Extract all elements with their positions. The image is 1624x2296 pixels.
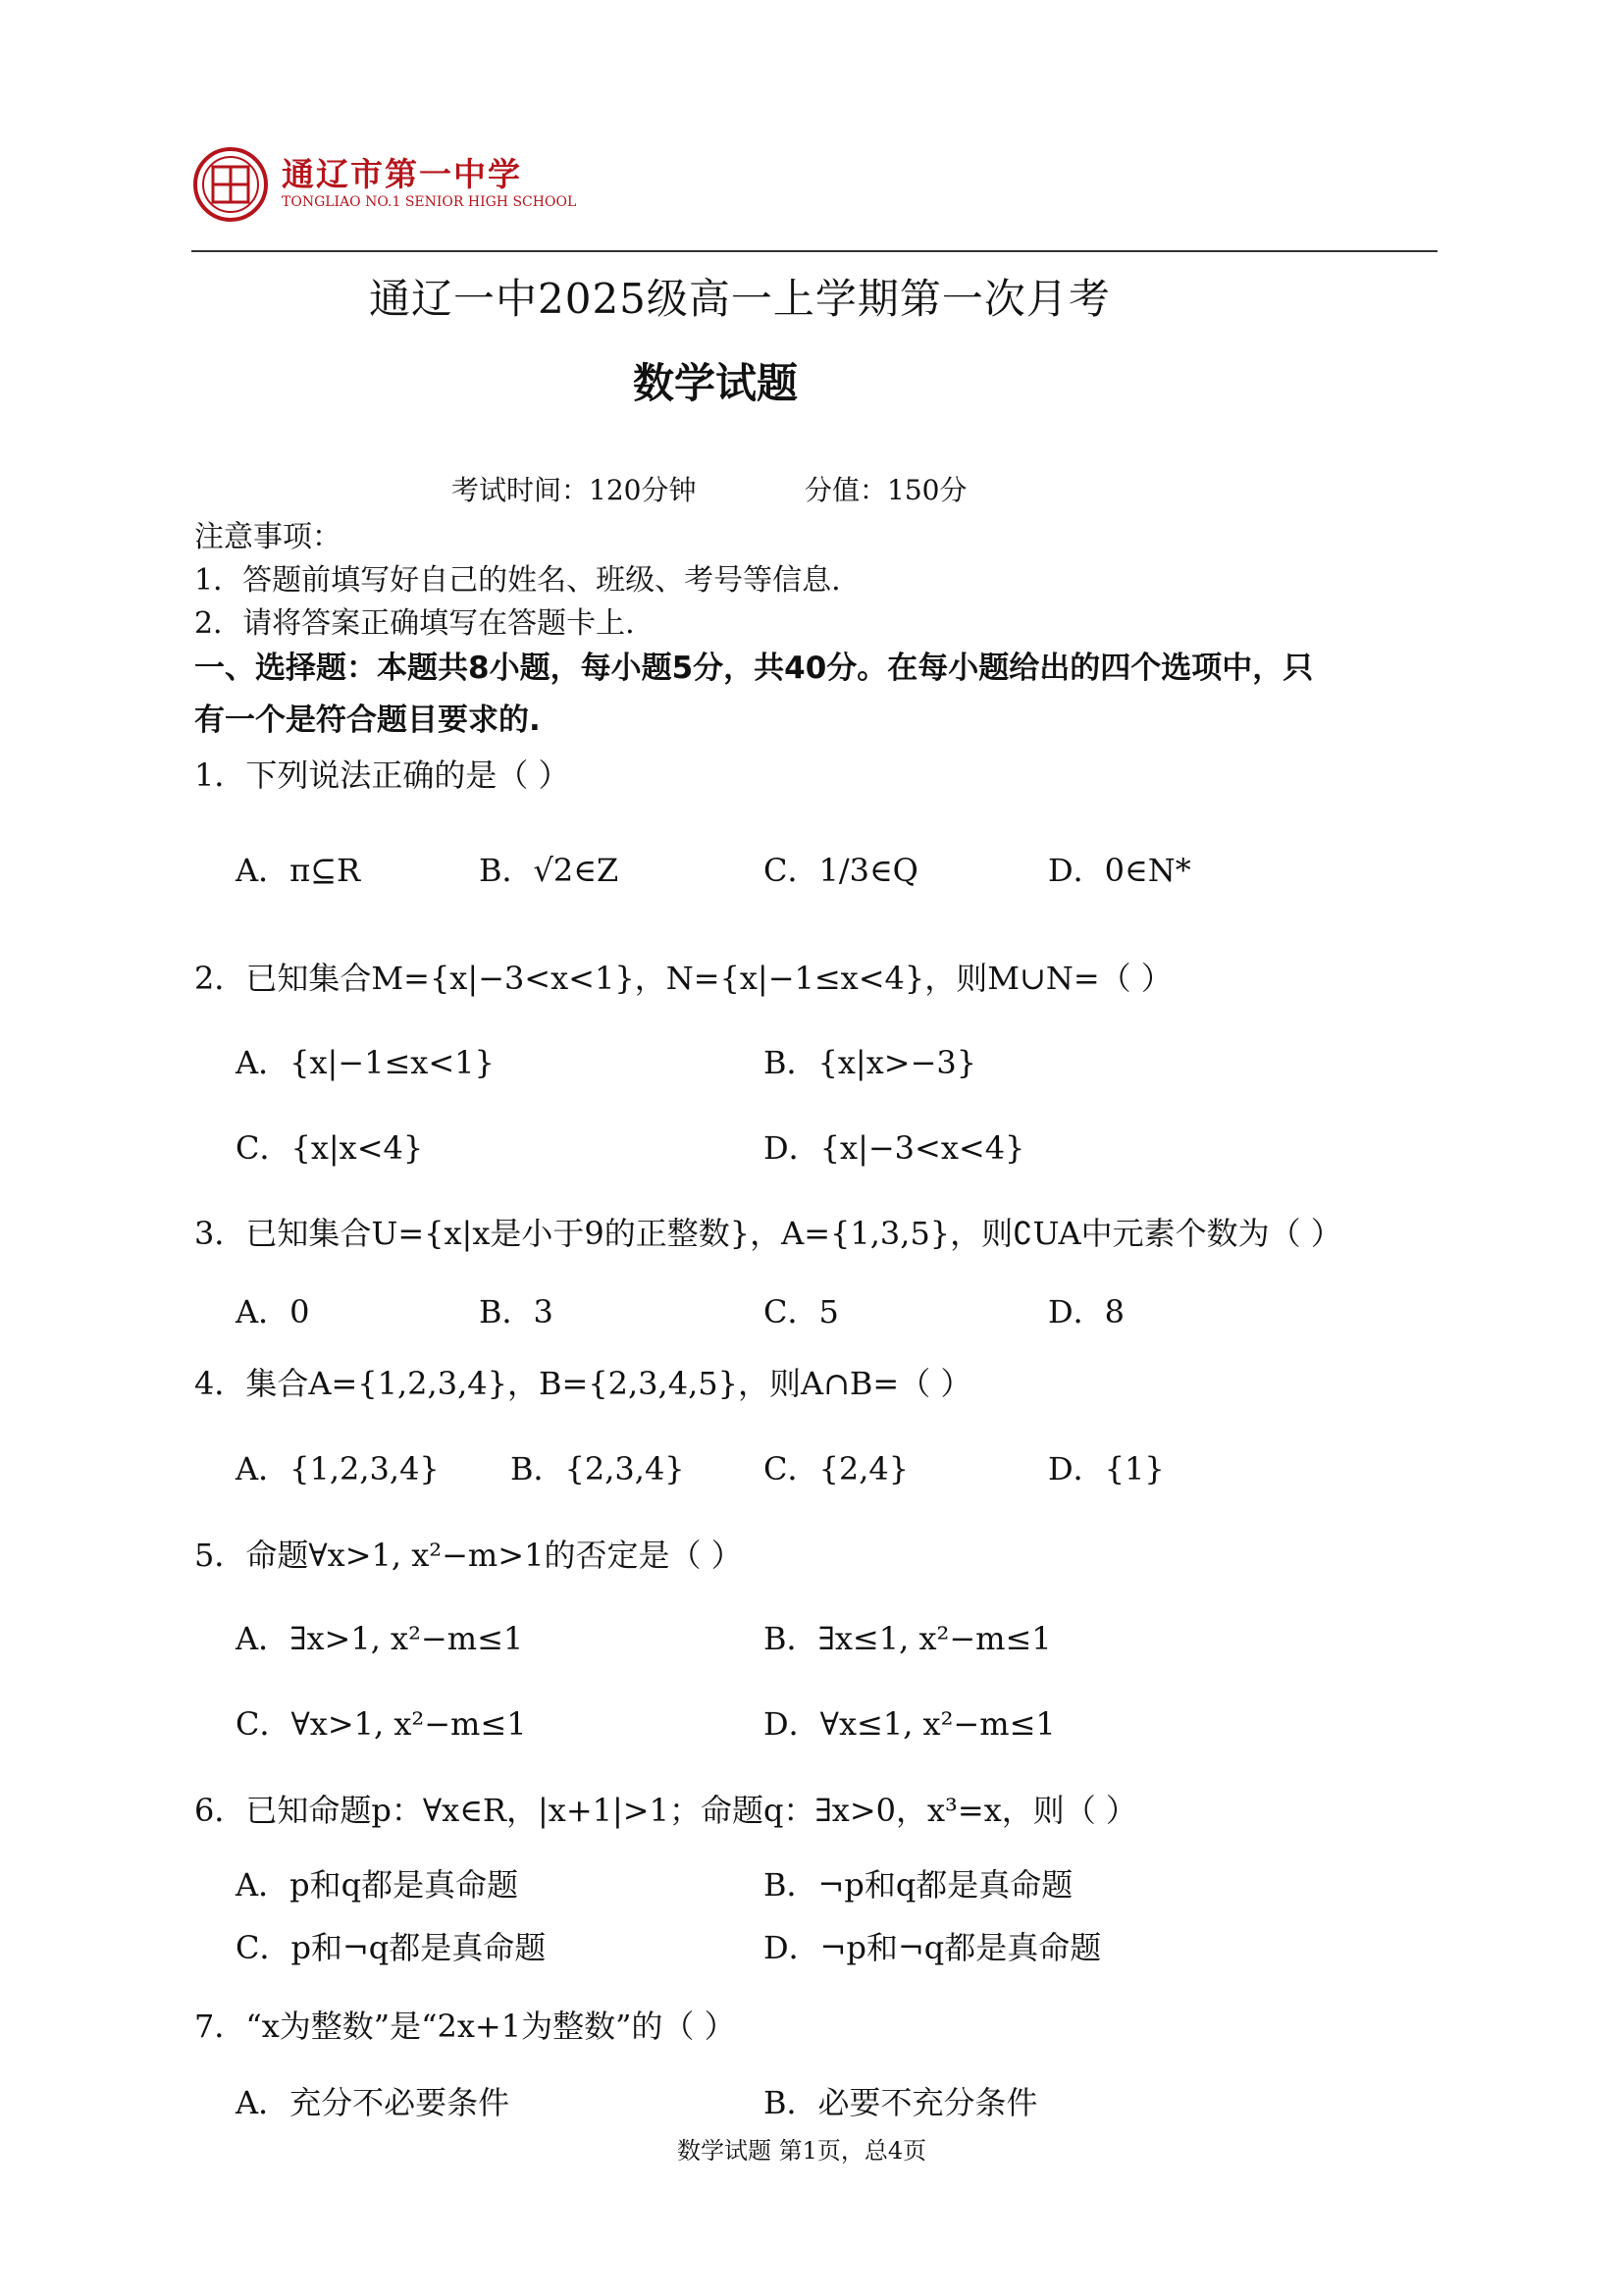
page-footer: 数学试题 第1页，总4页 xyxy=(677,2137,927,2165)
q3-option-a: A．0 xyxy=(236,1293,310,1331)
question-6-stem: 6．已知命题p：∀x∈R，|x+1|>1；命题q：∃x>0，x³=x，则（ ） xyxy=(194,1792,1137,1829)
question-1-stem: 1．下列说法正确的是（ ） xyxy=(194,757,570,794)
q6-option-c: C．p和¬q都是真命题 xyxy=(236,1929,547,1966)
school-name-en: TONGLIAO NO.1 SENIOR HIGH SCHOOL xyxy=(282,194,577,210)
note-item: 2．请将答案正确填写在答题卡上. xyxy=(194,606,635,641)
q5-option-b: B．∃x≤1, x²−m≤1 xyxy=(763,1620,1052,1657)
q5-option-c: C．∀x>1, x²−m≤1 xyxy=(236,1705,527,1743)
exam-time: 考试时间：120分钟 xyxy=(451,474,697,506)
q4-option-c: C．{2,4} xyxy=(763,1450,910,1487)
q3-option-c: C．5 xyxy=(763,1293,839,1331)
q1-option-b: B．√2∈Z xyxy=(479,852,619,889)
exam-title: 通辽一中2025级高一上学期第一次月考 xyxy=(369,275,1111,323)
question-3-stem: 3．已知集合U={x|x是小于9的正整数}，A={1,3,5}，则∁UA中元素个数为（ ） xyxy=(194,1215,1342,1252)
q3-option-d: D．8 xyxy=(1048,1293,1126,1331)
q6-option-a: A．p和q都是真命题 xyxy=(236,1866,519,1904)
section-heading-line1: 一、选择题：本题共8小题，每小题5分，共40分。在每小题给出的四个选项中，只 xyxy=(194,651,1314,686)
q5-option-d: D．∀x≤1, x²−m≤1 xyxy=(763,1705,1056,1743)
notes-heading: 注意事项： xyxy=(194,520,341,554)
school-name-cn: 通辽市第一中学 xyxy=(282,155,522,193)
q7-option-a: A．充分不必要条件 xyxy=(236,2084,510,2121)
q4-option-d: D．{1} xyxy=(1048,1450,1165,1487)
q2-option-b: B．{x|x>−3} xyxy=(763,1044,977,1081)
question-7-stem: 7．“x为整数”是“2x+1为整数”的（ ） xyxy=(194,2008,736,2045)
question-4-stem: 4．集合A={1,2,3,4}，B={2,3,4,5}，则A∩B=（ ） xyxy=(194,1365,972,1402)
q4-option-a: A．{1,2,3,4} xyxy=(236,1450,440,1487)
q6-option-b: B．¬p和q都是真命题 xyxy=(763,1866,1074,1904)
q6-option-d: D．¬p和¬q都是真命题 xyxy=(763,1929,1102,1966)
q1-option-a: A．π⊆R xyxy=(236,852,361,889)
q2-option-a: A．{x|−1≤x<1} xyxy=(236,1044,495,1081)
section-heading-line2: 有一个是符合题目要求的. xyxy=(194,703,541,738)
q3-option-b: B．3 xyxy=(479,1293,553,1331)
header-rule xyxy=(191,250,1438,252)
q4-option-b: B．{2,3,4} xyxy=(510,1450,685,1487)
question-2-stem: 2．已知集合M={x|−3<x<1}，N={x|−1≤x<4}，则M∪N=（ ） xyxy=(194,960,1173,997)
school-logo xyxy=(191,145,584,224)
q1-option-d: D．0∈N* xyxy=(1048,852,1191,889)
note-item: 1．答题前填写好自己的姓名、班级、考号等信息. xyxy=(194,563,841,598)
q2-option-c: C．{x|x<4} xyxy=(236,1129,424,1167)
q5-option-a: A．∃x>1, x²−m≤1 xyxy=(236,1620,524,1657)
q7-option-b: B．必要不充分条件 xyxy=(763,2084,1038,2121)
q1-option-c: C．1/3∈Q xyxy=(763,852,918,889)
exam-score: 分值：150分 xyxy=(805,474,968,506)
subject-title: 数学试题 xyxy=(633,359,799,407)
question-5-stem: 5．命题∀x>1, x²−m>1的否定是（ ） xyxy=(194,1537,743,1574)
q2-option-d: D．{x|−3<x<4} xyxy=(763,1129,1025,1167)
